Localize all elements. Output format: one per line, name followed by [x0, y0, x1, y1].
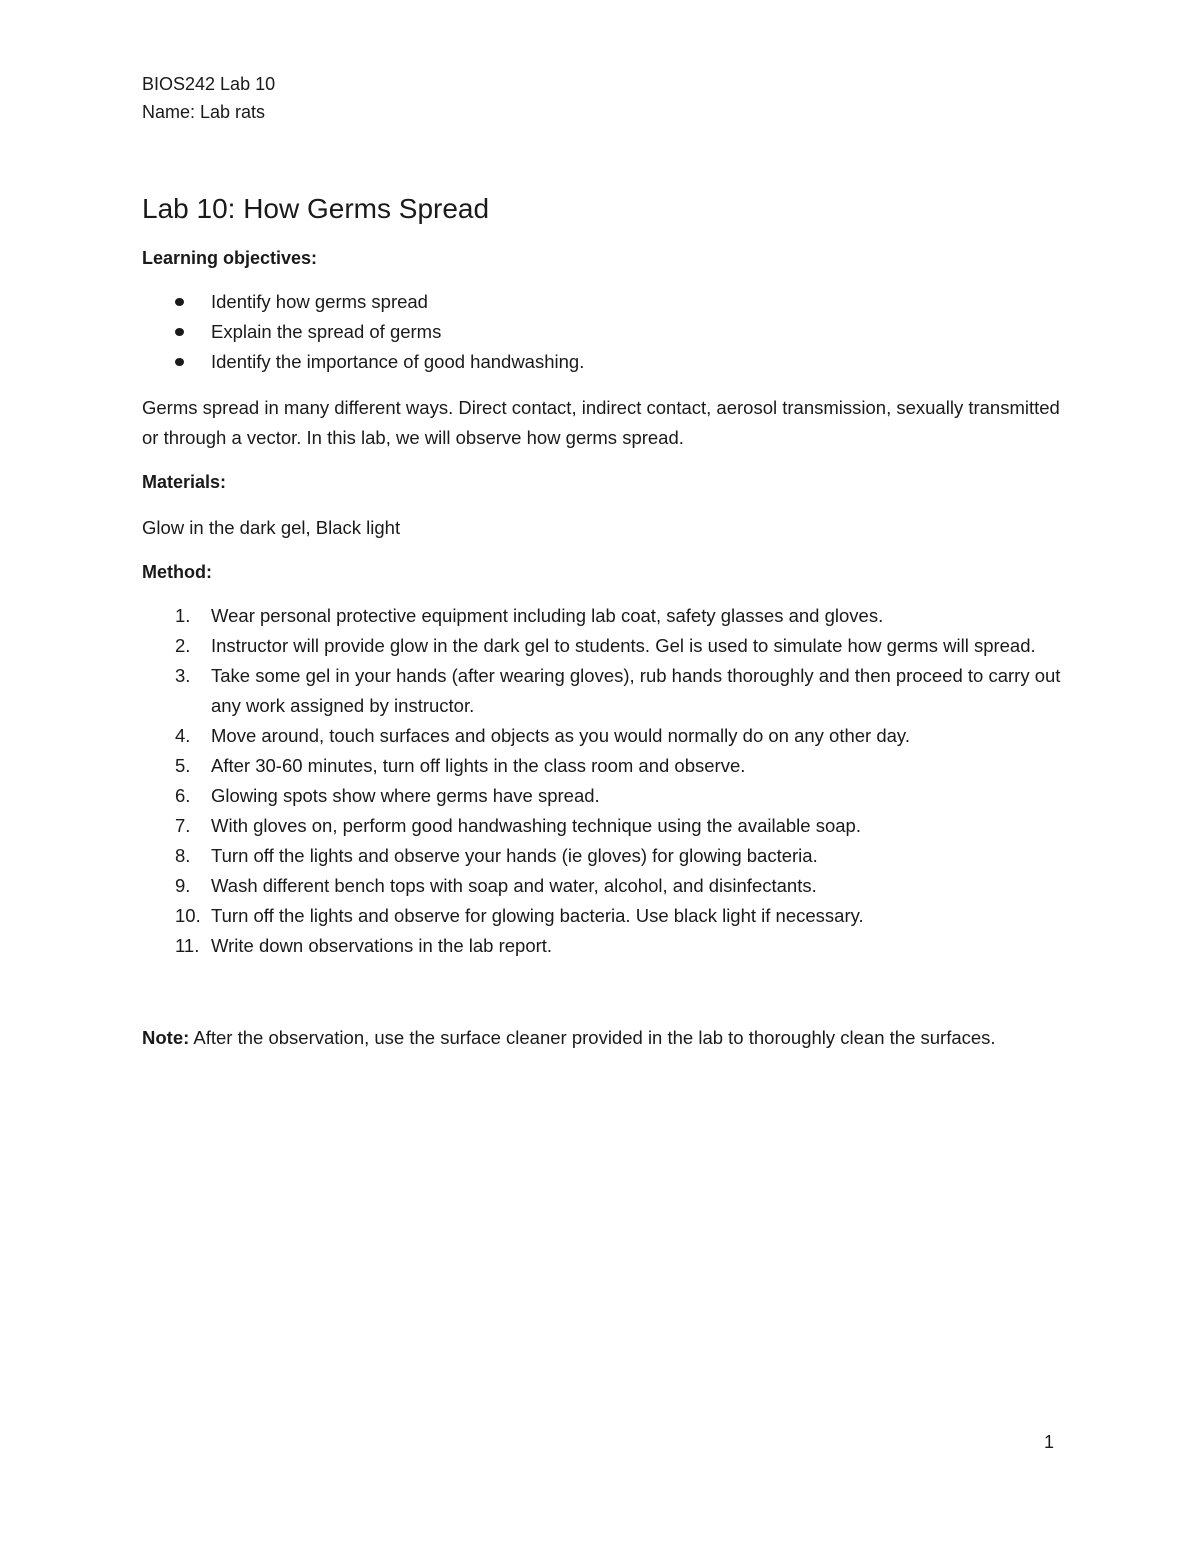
note-label: Note: [142, 1027, 190, 1048]
objective-text: Identify the importance of good handwashing. [211, 351, 585, 372]
step-number: 4. [175, 725, 191, 746]
learning-objectives-list [142, 287, 1062, 377]
step-text: After 30-60 minutes, turn off lights in the class room and observe. [211, 755, 746, 776]
step-text: Instructor will provide glow in the dark gel to students. Gel is used to simulate how germs will spread. [211, 635, 1036, 656]
step-text: Move around, touch surfaces and objects as you would normally do on any other day. [211, 725, 910, 746]
step-number: 9. [175, 875, 191, 896]
page-number: 1 [1044, 1432, 1055, 1452]
method-step [142, 721, 1062, 751]
bullet-icon [175, 328, 184, 336]
method-step [142, 781, 1062, 811]
materials-text: Glow in the dark gel, Black light [142, 517, 401, 538]
method-step [142, 811, 1062, 841]
bullet-icon [175, 358, 184, 366]
method-step [142, 871, 1062, 901]
step-number: 10. [175, 905, 201, 926]
step-number: 5. [175, 755, 191, 776]
step-number: 6. [175, 785, 191, 806]
method-steps-list [142, 601, 1062, 961]
bullet-icon [175, 298, 184, 306]
learning-objectives-heading: Learning objectives: [142, 248, 318, 268]
step-text: Wash different bench tops with soap and water, alcohol, and disinfectants. [211, 875, 817, 896]
objective-item [142, 317, 1062, 347]
step-text: Turn off the lights and observe your hands (ie gloves) for glowing bacteria. [211, 845, 818, 866]
method-step [142, 931, 1062, 961]
step-text: Glowing spots show where germs have spread. [211, 785, 600, 806]
page-title: Lab 10: How Germs Spread [142, 193, 490, 224]
intro-paragraph: Germs spread in many different ways. Direct contact, indirect contact, aerosol transmission, sexually transmitted or through a vector. In this lab, we will observe how germs spread. [142, 397, 1060, 448]
method-step [142, 631, 1062, 661]
materials-heading: Materials: [142, 472, 227, 492]
step-number: 7. [175, 815, 191, 836]
step-number: 3. [175, 665, 191, 686]
objective-text: Explain the spread of germs [211, 321, 442, 342]
objective-text: Identify how germs spread [211, 291, 428, 312]
step-text: With gloves on, perform good handwashing technique using the available soap. [211, 815, 861, 836]
objective-item [142, 347, 1062, 377]
note-text: After the observation, use the surface cleaner provided in the lab to thoroughly clean the surfaces. [189, 1027, 996, 1048]
objective-item [142, 287, 1062, 317]
method-step [142, 841, 1062, 871]
step-text: Write down observations in the lab report. [211, 935, 553, 956]
note-paragraph [142, 1023, 1062, 1053]
step-number: 1. [175, 605, 191, 626]
method-step [142, 751, 1062, 781]
step-number: 11. [175, 935, 200, 956]
name-line: Name: Lab rats [142, 102, 266, 122]
course-header: BIOS242 Lab 10 [142, 74, 276, 94]
step-text: Turn off the lights and observe for glowing bacteria. Use black light if necessary. [211, 905, 864, 926]
step-number: 8. [175, 845, 191, 866]
method-heading: Method: [142, 562, 212, 582]
document-body [142, 70, 1062, 1053]
method-step [142, 661, 1062, 721]
step-number: 2. [175, 635, 191, 656]
method-step [142, 601, 1062, 631]
step-text: Take some gel in your hands (after wearing gloves), rub hands thoroughly and then proceed to carry out any work assigned by instructor. [211, 665, 1061, 716]
method-step [142, 901, 1062, 931]
step-text: Wear personal protective equipment including lab coat, safety glasses and gloves. [211, 605, 884, 626]
